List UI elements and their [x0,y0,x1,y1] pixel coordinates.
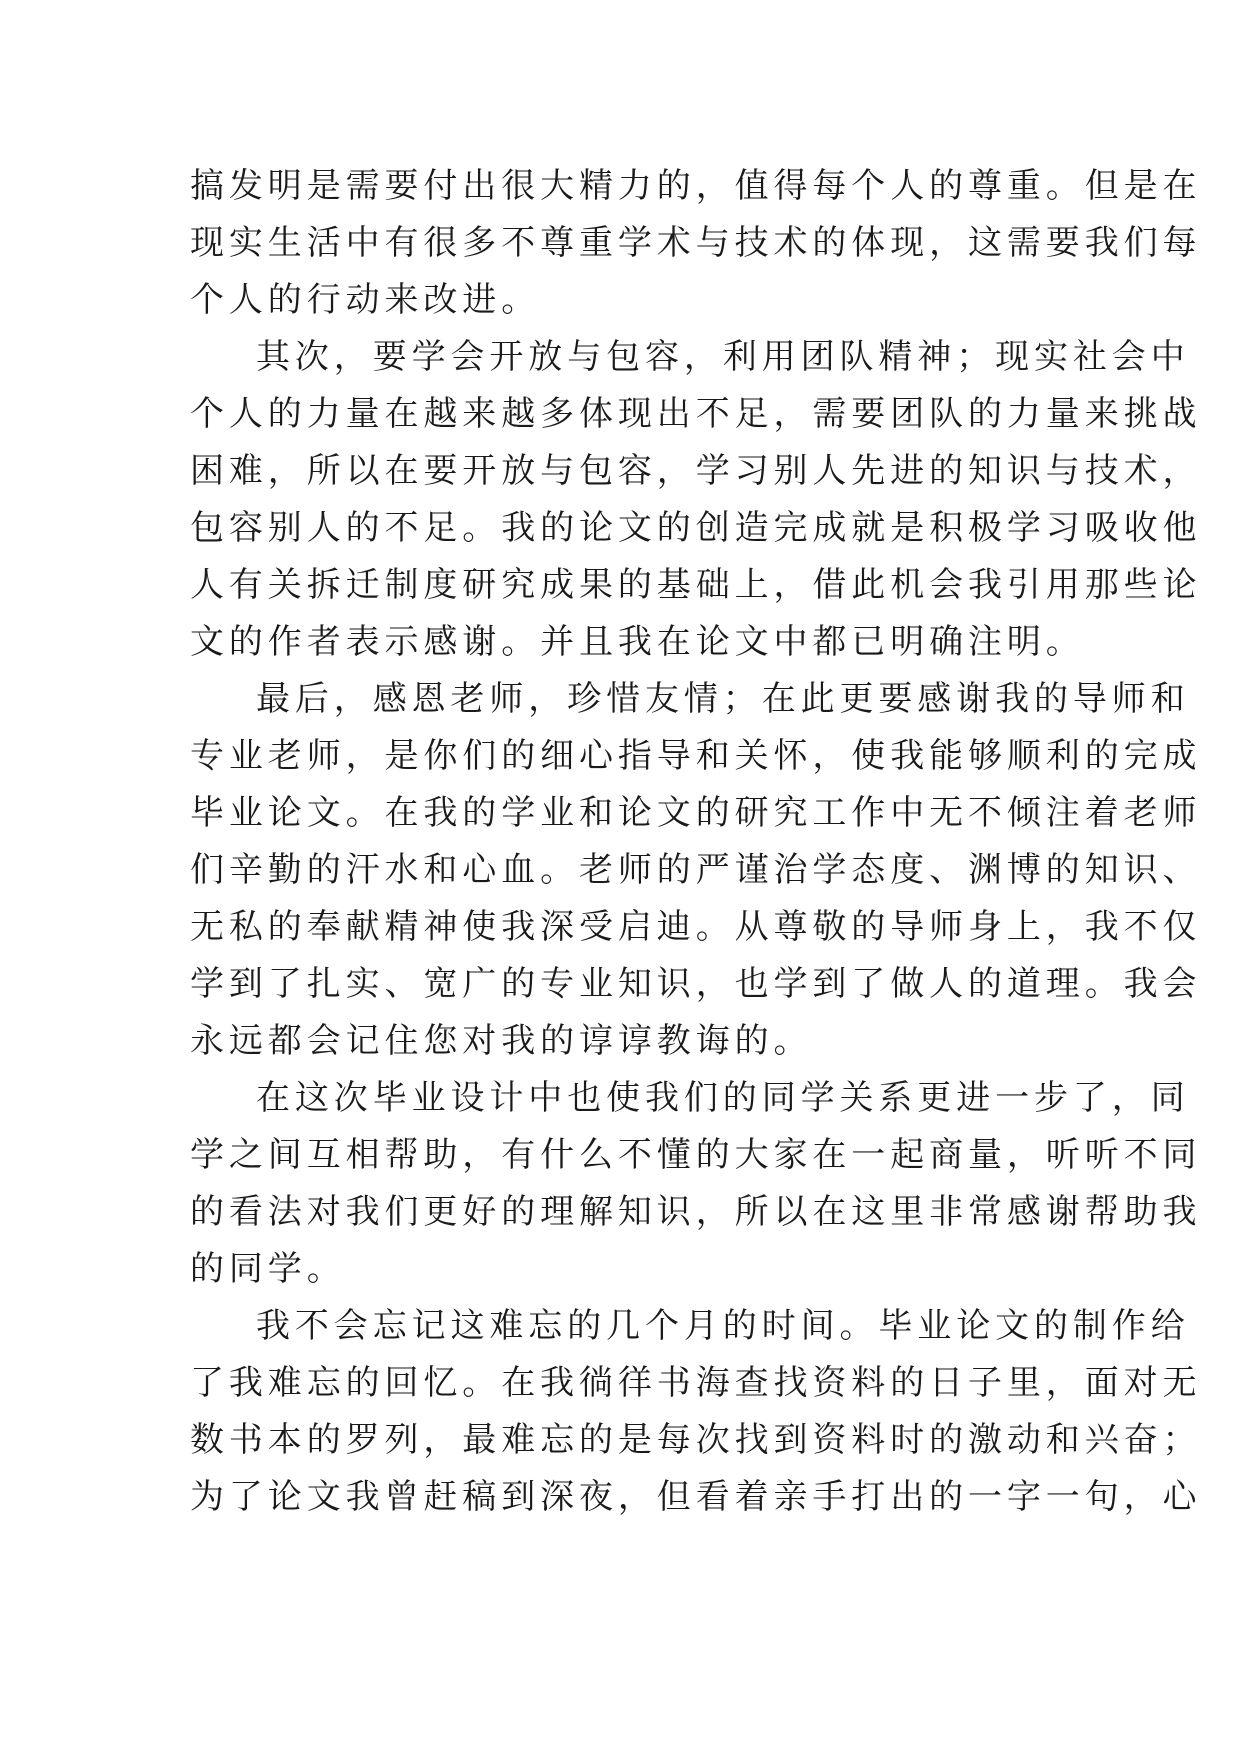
paragraph-first-line: 其次，要学会开放与包容，利用团队精神；现实社会中 [256,337,1190,377]
text-line: 困难，所以在要开放与包容，学习别人先进的知识与技术， [190,451,1202,491]
text-line: 搞发明是需要付出很大精力的，值得每个人的尊重。但是在 [190,166,1202,206]
text-line: 永远都会记住您对我的谆谆教诲的。 [190,1021,813,1061]
text-line: 个人的行动来改进。 [190,280,541,320]
paragraph-first-line: 最后，感恩老师，珍惜友情；在此更要感谢我的导师和 [256,679,1190,719]
paragraph-first-line: 我不会忘记这难忘的几个月的时间。毕业论文的制作给 [256,1306,1190,1346]
paragraph-first-line: 在这次毕业设计中也使我们的同学关系更进一步了，同 [256,1078,1190,1118]
text-line: 个人的力量在越来越多体现出不足，需要团队的力量来挑战 [190,394,1202,434]
text-line: 的看法对我们更好的理解知识，所以在这里非常感谢帮助我 [190,1192,1202,1232]
text-line: 们辛勤的汗水和心血。老师的严谨治学态度、渊博的知识、 [190,850,1202,890]
document-body [190,158,1202,1526]
text-line: 的同学。 [190,1249,346,1289]
text-line: 数书本的罗列，最难忘的是每次找到资料时的激动和兴奋； [190,1420,1202,1460]
text-line: 人有关拆迁制度研究成果的基础上，借此机会我引用那些论 [190,565,1202,605]
text-line: 包容别人的不足。我的论文的创造完成就是积极学习吸收他 [190,508,1202,548]
text-line: 学之间互相帮助，有什么不懂的大家在一起商量，听听不同 [190,1135,1202,1175]
text-line: 毕业论文。在我的学业和论文的研究工作中无不倾注着老师 [190,793,1202,833]
text-line: 无私的奉献精神使我深受启迪。从尊敬的导师身上，我不仅 [190,907,1202,947]
text-line: 了我难忘的回忆。在我徜徉书海查找资料的日子里，面对无 [190,1363,1202,1403]
text-line: 专业老师，是你们的细心指导和关怀，使我能够顺利的完成 [190,736,1202,776]
text-line: 学到了扎实、宽广的专业知识，也学到了做人的道理。我会 [190,964,1202,1004]
text-line: 文的作者表示感谢。并且我在论文中都已明确注明。 [190,622,1085,662]
text-line: 为了论文我曾赶稿到深夜，但看着亲手打出的一字一句，心 [190,1477,1202,1517]
text-line: 现实生活中有很多不尊重学术与技术的体现，这需要我们每 [190,223,1202,263]
